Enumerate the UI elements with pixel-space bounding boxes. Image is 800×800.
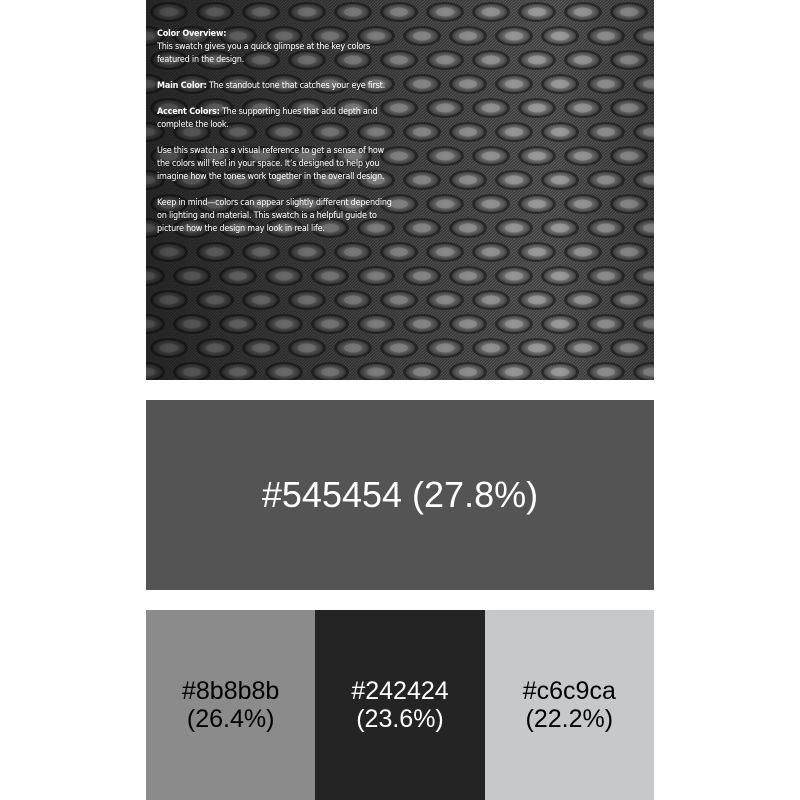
fabric-pattern-image	[146, 0, 654, 380]
accent-colors-label: Accent Colors:	[157, 107, 220, 117]
overview-intro	[157, 28, 393, 67]
accent-swatch-2-hex: #242424	[351, 677, 449, 705]
accent-swatch-1-percent: (26.4%)	[186, 705, 275, 733]
main-color-label: Main Color:	[157, 81, 207, 91]
accent-swatch-2-percent: (23.6%)	[356, 705, 444, 733]
usage-text: Use this swatch as a visual reference to get a sense of how the colors will feel in your space. It’s designed to help you imagine how the tones work together in the overall design.	[157, 146, 385, 182]
disclaimer-text: Keep in mind—colors can appear slightly different depending on lighting and material. This swatch is a helpful guide to picture how the design may look in real life.	[157, 198, 392, 234]
accent-colors-text: The supporting hues that add depth and complete the look.	[157, 107, 378, 130]
accent-swatch-3-hex: #c6c9ca	[522, 677, 616, 705]
accent-swatch-3-percent: (22.2%)	[525, 705, 614, 733]
overview-intro-text: This swatch gives you a quick glimpse at the key colors featured in the design.	[157, 42, 371, 65]
main-color-swatch	[146, 400, 654, 590]
accent-colors-row	[146, 610, 654, 800]
main-color-swatch-label: #545454 (27.8%)	[261, 474, 539, 515]
color-overview-text	[157, 28, 393, 249]
accent-colors-description	[157, 106, 393, 132]
main-color-description	[157, 80, 393, 93]
main-color-text: The standout tone that catches your eye first.	[206, 81, 385, 91]
accent-swatch-3	[485, 610, 654, 800]
accent-swatch-1	[146, 610, 315, 800]
accent-swatch-2	[315, 610, 484, 800]
accent-swatch-1-hex: #8b8b8b	[182, 677, 280, 705]
overview-heading: Color Overview:	[157, 29, 227, 39]
